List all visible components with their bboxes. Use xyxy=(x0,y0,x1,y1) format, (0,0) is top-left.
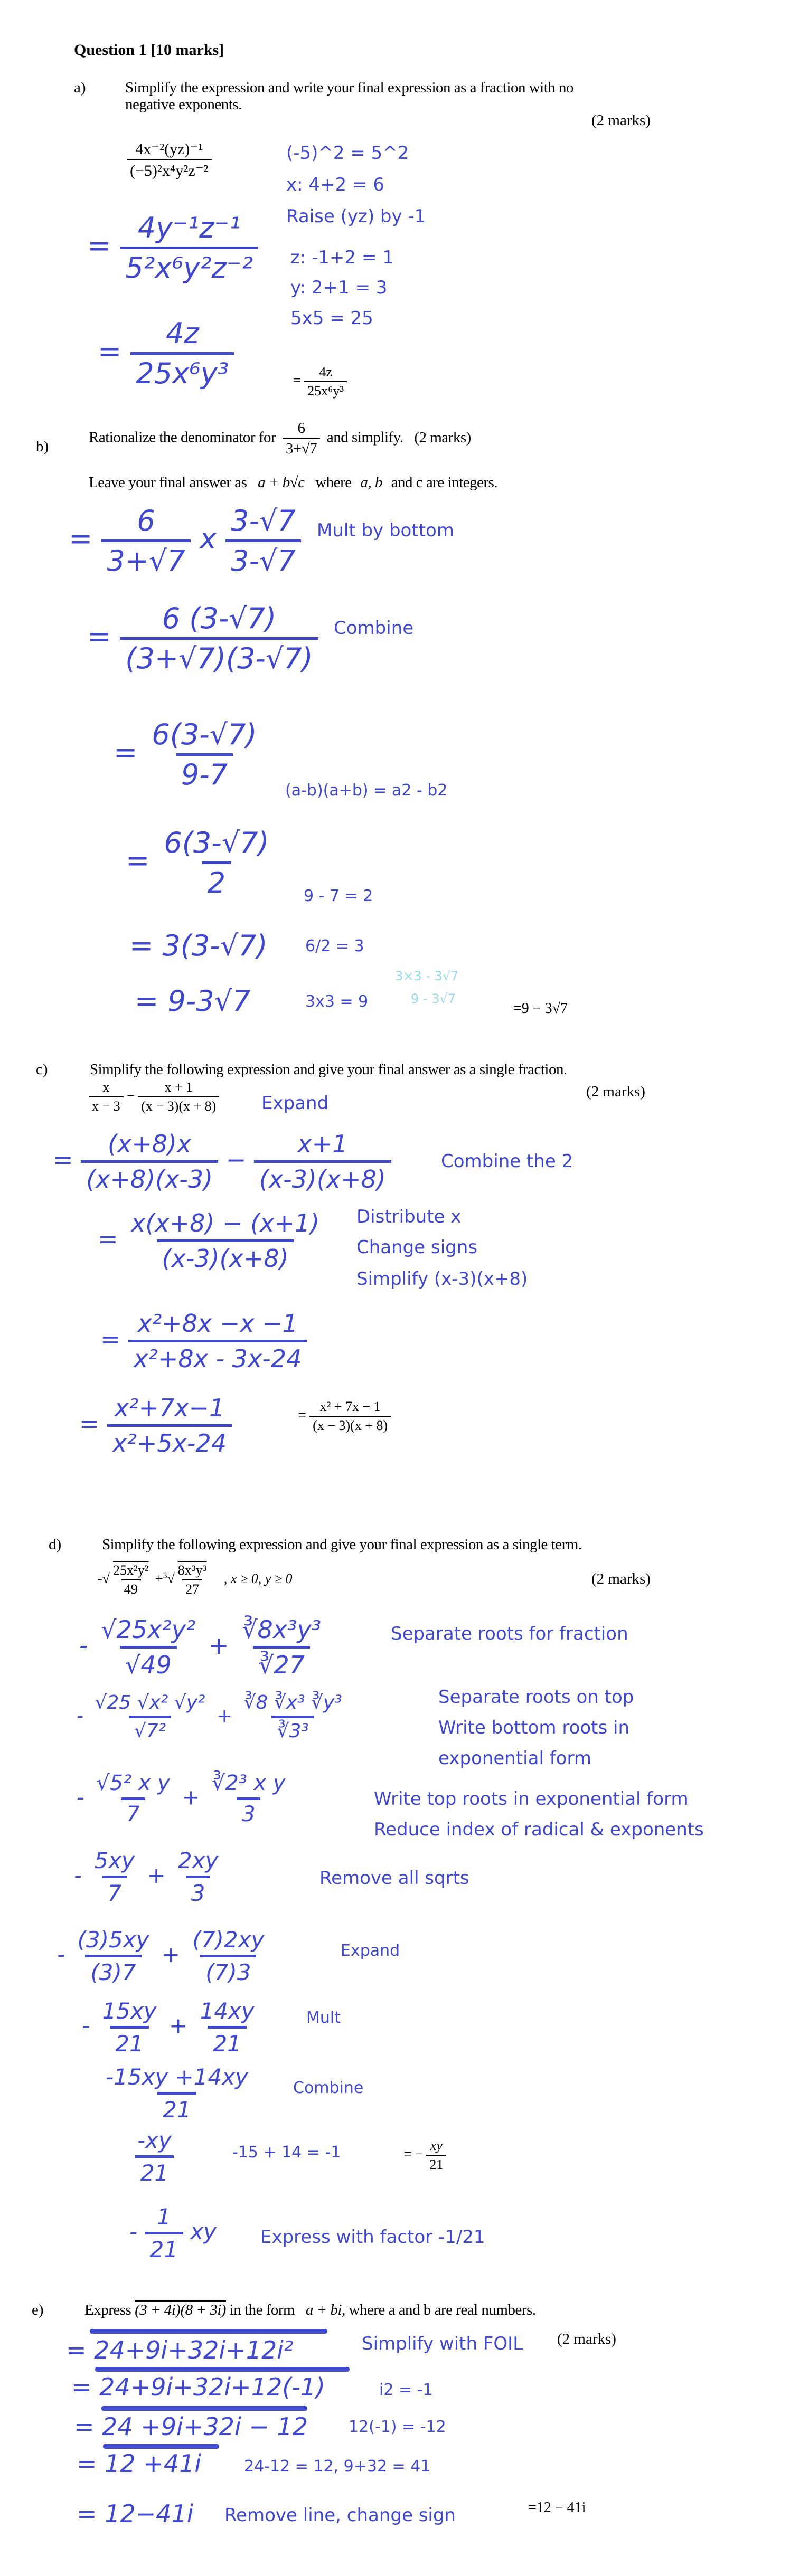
part-e-step-1 xyxy=(66,2336,293,2364)
part-c-step-3 xyxy=(100,1309,307,1373)
part-a-prompt-line1: Simplify the expression and write your final expression as a fraction with no xyxy=(125,79,574,96)
part-b-label: b) xyxy=(36,438,49,455)
prompt-text: , where a and b are real numbers. xyxy=(341,2302,536,2318)
part-a-note-1: (-5)^2 = 5^2 xyxy=(286,143,409,164)
equals-sign: = xyxy=(98,335,122,368)
minus-sign: − xyxy=(225,1145,247,1174)
step-denominator: (3)7 xyxy=(85,1955,141,1985)
expr-numerator: x xyxy=(102,1079,110,1095)
part-c-step-2 xyxy=(98,1209,325,1273)
part-c-note-expand: Expand xyxy=(261,1093,329,1114)
part-c-marks: (2 marks) xyxy=(586,1083,645,1100)
step-numerator: 3-√7 xyxy=(231,504,296,537)
step-denominator: 3 xyxy=(237,1797,260,1826)
times-sign: x xyxy=(199,522,217,556)
part-e-label: e) xyxy=(32,2302,44,2318)
step-numerator: -15xy +14xy xyxy=(106,2064,249,2090)
step-denominator: 21 xyxy=(135,2155,174,2186)
part-b-step-2 xyxy=(87,602,318,675)
part-d-step-7 xyxy=(100,2064,253,2123)
plus-sign: + xyxy=(155,1570,163,1586)
prompt-text: where xyxy=(315,474,352,491)
prompt-text: Express xyxy=(84,2302,131,2318)
part-b-step-4 xyxy=(126,826,275,899)
minus-sign: - xyxy=(129,2219,138,2244)
plus-sign: + xyxy=(216,1705,233,1727)
sqrt-icon: √ xyxy=(167,1570,175,1586)
expr-numerator: x + 1 xyxy=(164,1079,193,1095)
part-c-note-change-signs: Change signs xyxy=(356,1237,477,1258)
equals-sign: = xyxy=(69,522,93,556)
step-numerator: 4y⁻¹z⁻¹ xyxy=(137,211,241,244)
part-d-note-4: exponential form xyxy=(438,1748,591,1769)
step-denominator: (x-3)(x+8) xyxy=(254,1160,391,1194)
part-e-note-3: 12(-1) = -12 xyxy=(349,2418,446,2436)
step-numerator: √25 √x² √y² xyxy=(95,1692,205,1713)
expr-numerator: 25x²y² xyxy=(112,1562,149,1578)
step-denominator: 3 xyxy=(186,1876,211,1906)
conjugate-bar xyxy=(90,2329,327,2334)
answer-numerator: 4z xyxy=(319,364,332,380)
step-denominator: 3-√7 xyxy=(225,539,301,577)
part-c-note-simplify: Simplify (x-3)(x+8) xyxy=(356,1268,528,1290)
part-c-step-4 xyxy=(79,1394,232,1457)
answer-denominator: (x − 3)(x + 8) xyxy=(309,1416,391,1434)
minus-sign: − xyxy=(127,1087,135,1103)
step-numerator: 6 (3-√7) xyxy=(162,602,277,635)
minus-sign: - xyxy=(98,1570,102,1586)
part-e-note-4: 24-12 = 12, 9+32 = 41 xyxy=(244,2457,431,2476)
step-denominator: 7 xyxy=(102,1876,127,1906)
prompt-frac-numerator: 6 xyxy=(297,420,305,437)
step-numerator: (3)5xy xyxy=(77,1927,149,1953)
minus-sign: - xyxy=(77,1705,83,1727)
minus-sign: - xyxy=(79,1631,88,1660)
root-index: 3 xyxy=(163,1571,167,1580)
part-b-scratch-line1: 3×3 - 3√7 xyxy=(395,969,459,983)
part-d-label: d) xyxy=(49,1536,62,1553)
expr-denominator: x − 3 xyxy=(89,1096,124,1114)
step-denominator: 5²x⁶y²z⁻² xyxy=(120,247,258,285)
prompt-form: a + bi xyxy=(305,2302,342,2318)
step-numerator: (x+8)x xyxy=(108,1130,192,1158)
step-denominator: (3+√7)(3-√7) xyxy=(120,637,318,675)
part-a-note-5: y: 2+1 = 3 xyxy=(290,277,388,298)
step-numerator: -xy xyxy=(137,2127,172,2153)
part-b-step-6 xyxy=(135,984,250,1018)
part-d-note-12: Express with factor -1/21 xyxy=(260,2227,485,2248)
part-b-scratch-line2: 9 - 3√7 xyxy=(411,991,456,1006)
prompt-form: a + b√c xyxy=(258,474,305,491)
plus-sign: + xyxy=(182,1785,200,1810)
part-b-prompt-line2 xyxy=(89,474,497,491)
equals-minus-sign: = − xyxy=(404,2146,423,2162)
part-c-step-1 xyxy=(53,1130,391,1194)
step-numerator: √5² x y xyxy=(96,1771,170,1795)
part-d-note-1: Separate roots for fraction xyxy=(391,1623,628,1644)
part-a-step-1 xyxy=(87,211,258,285)
step-denominator: 21 xyxy=(110,2026,148,2057)
step-expression: 9-3√7 xyxy=(167,984,251,1018)
step-denominator: (x-3)(x+8) xyxy=(157,1239,294,1273)
minus-sign: - xyxy=(74,1862,82,1888)
step-expression: 24 +9i+32i − 12 xyxy=(102,2412,308,2441)
equals-sign: = xyxy=(53,1145,73,1174)
part-d-step-4 xyxy=(74,1848,223,1906)
part-d-prompt: Simplify the following expression and give your final expression as a single term. xyxy=(102,1536,582,1553)
step-denominator: √7² xyxy=(129,1716,171,1742)
part-d-note-10: Combine xyxy=(293,2079,364,2097)
prompt-text: and c are integers. xyxy=(391,474,498,491)
step-numerator: 14xy xyxy=(200,1998,255,2024)
step-numerator: ∛2³ x y xyxy=(211,1771,286,1795)
prompt-text: in the form xyxy=(229,2302,295,2318)
part-b-answer: =9 − 3√7 xyxy=(513,1000,568,1017)
domain-condition: , x ≥ 0, y ≥ 0 xyxy=(223,1570,293,1586)
expr-denominator: (x − 3)(x + 8) xyxy=(138,1096,219,1114)
prompt-expression: (3 + 4i)(8 + 3i) xyxy=(135,2302,226,2318)
plus-sign: + xyxy=(161,1942,181,1967)
expr-denominator: 27 xyxy=(182,1579,202,1597)
step-numerator: x+1 xyxy=(297,1130,348,1158)
part-e-note-2: i2 = -1 xyxy=(379,2381,433,2399)
conjugate-bar xyxy=(103,2444,219,2449)
part-b-marks: (2 marks) xyxy=(414,429,471,446)
part-e-step-2 xyxy=(71,2373,325,2401)
equals-sign: = xyxy=(77,2499,97,2528)
part-a-label: a) xyxy=(74,79,86,96)
step-expression: 12 +41i xyxy=(105,2449,202,2478)
step-denominator: (x+8)(x-3) xyxy=(81,1160,218,1194)
part-d-note-5: Write top roots in exponential form xyxy=(374,1788,689,1810)
step-numerator: ∛8 ∛x³ ∛y³ xyxy=(243,1692,342,1713)
part-d-note-3: Write bottom roots in xyxy=(438,1717,630,1738)
step-numerator: x²+8x −x −1 xyxy=(137,1309,298,1338)
part-d-note-8: Expand xyxy=(341,1942,400,1960)
part-d-step-3 xyxy=(77,1771,291,1826)
part-e-note-5: Remove line, change sign xyxy=(224,2505,456,2526)
step-numerator: 4z xyxy=(166,317,199,350)
step-expression: 24+9i+32i+12i² xyxy=(94,2336,294,2364)
step-denominator: √49 xyxy=(120,1646,177,1679)
part-d-answer xyxy=(404,2138,446,2173)
answer-numerator: x² + 7x − 1 xyxy=(319,1399,381,1414)
part-b-step-1 xyxy=(69,504,301,577)
part-e-step-5 xyxy=(77,2499,194,2528)
step-expression: 12−41i xyxy=(105,2499,194,2528)
question-title: Question 1 [10 marks] xyxy=(74,41,224,59)
equals-sign: = xyxy=(66,2336,87,2364)
part-b-prompt-line1 xyxy=(89,420,471,458)
part-c-answer xyxy=(298,1399,391,1434)
part-d-note-9: Mult xyxy=(306,2009,341,2027)
part-d-note-2: Separate roots on top xyxy=(438,1687,634,1708)
answer-numerator: xy xyxy=(430,2138,443,2153)
equals-sign: = xyxy=(79,1409,100,1438)
part-e-step-4 xyxy=(77,2449,201,2478)
part-b-note-3: (a-b)(a+b) = a2 - b2 xyxy=(285,781,448,800)
part-b-note-6: 3x3 = 9 xyxy=(305,992,369,1011)
minus-sign: - xyxy=(57,1942,65,1967)
part-e-marks: (2 marks) xyxy=(557,2331,616,2347)
conjugate-bar xyxy=(95,2367,350,2372)
part-b-note-5: 6/2 = 3 xyxy=(305,937,364,955)
part-a-expr-denominator: (−5)²x⁴y²z⁻² xyxy=(127,159,212,180)
part-d-step-8 xyxy=(132,2127,177,2186)
part-a-prompt-line2: negative exponents. xyxy=(125,96,242,113)
equals-sign: = xyxy=(135,984,159,1018)
step-numerator: √25x²y² xyxy=(101,1615,196,1644)
part-c-note-combine: Combine the 2 xyxy=(441,1151,573,1172)
step-denominator: 7 xyxy=(121,1797,145,1826)
step-numerator: ∛8x³y³ xyxy=(242,1615,322,1644)
step-denominator: 2 xyxy=(202,861,231,899)
step-denominator: 21 xyxy=(145,2232,183,2262)
equals-sign: = xyxy=(126,844,150,878)
plus-sign: + xyxy=(169,2013,188,2039)
equals-sign: = xyxy=(87,620,111,654)
conjugate-bar xyxy=(101,2406,307,2411)
prompt-vars: a, b xyxy=(360,474,382,491)
part-a-note-2: x: 4+2 = 6 xyxy=(286,174,384,195)
prompt-text: and simplify. xyxy=(326,429,403,446)
equals-sign: = xyxy=(100,1325,121,1353)
part-b-note-2: Combine xyxy=(334,618,414,639)
expr-denominator: 49 xyxy=(121,1579,141,1597)
part-d-step-6 xyxy=(82,1998,260,2057)
equals-sign: = xyxy=(298,1407,306,1423)
part-d-marks: (2 marks) xyxy=(591,1570,651,1587)
part-c-label: c) xyxy=(36,1061,48,1078)
plus-sign: + xyxy=(209,1631,229,1660)
minus-sign: - xyxy=(82,2013,90,2039)
equals-sign: = xyxy=(77,2449,97,2478)
part-c-expression xyxy=(89,1079,219,1114)
part-b-note-4: 9 - 7 = 2 xyxy=(304,887,373,905)
part-b-note-1: Mult by bottom xyxy=(317,520,454,541)
step-numerator: x(x+8) − (x+1) xyxy=(131,1209,320,1237)
part-a-note-3: Raise (yz) by -1 xyxy=(286,206,426,227)
part-d-expression xyxy=(98,1562,293,1597)
step-denominator: 9-7 xyxy=(176,753,233,791)
part-d-note-6: Reduce index of radical & exponents xyxy=(374,1819,704,1840)
equals-sign: = xyxy=(129,929,154,962)
step-numerator: 6(3-√7) xyxy=(152,718,257,751)
step-denominator: 25x⁶y³ xyxy=(130,352,234,390)
part-b-step-5 xyxy=(129,929,268,962)
equals-sign: = xyxy=(74,2412,95,2441)
equals-sign: = xyxy=(71,2373,92,2401)
equals-sign: = xyxy=(98,1225,118,1253)
equals-sign: = xyxy=(87,229,111,263)
step-denominator: 3+√7 xyxy=(101,539,190,577)
expr-numerator: 8x³y³ xyxy=(177,1562,207,1578)
plus-sign: + xyxy=(147,1862,166,1888)
part-e-note-1: Simplify with FOIL xyxy=(362,2333,523,2354)
part-d-note-11: -15 + 14 = -1 xyxy=(232,2143,341,2162)
part-d-note-7: Remove all sqrts xyxy=(319,1868,469,1889)
equals-sign: = xyxy=(293,372,301,388)
part-a-note-4: z: -1+2 = 1 xyxy=(290,247,394,268)
part-d-step-1 xyxy=(79,1615,326,1679)
part-c-prompt: Simplify the following expression and give your final answer as a single fraction. xyxy=(90,1061,567,1078)
step-denominator: 21 xyxy=(208,2026,246,2057)
prompt-text: Leave your final answer as xyxy=(89,474,247,491)
part-a-marks: (2 marks) xyxy=(591,112,651,129)
part-a-answer xyxy=(293,364,347,399)
equals-sign: = xyxy=(114,736,138,770)
part-e-prompt xyxy=(84,2302,536,2319)
step-denominator: x²+8x - 3x-24 xyxy=(128,1340,307,1373)
step-numerator: 15xy xyxy=(102,1998,157,2024)
part-d-step-2 xyxy=(77,1692,347,1742)
step-expression: 3(3-√7) xyxy=(162,929,268,962)
step-numerator: 6(3-√7) xyxy=(164,826,269,859)
prompt-frac-denominator: 3+√7 xyxy=(283,438,320,458)
step-expression: 24+9i+32i+12(-1) xyxy=(99,2373,325,2401)
step-numerator: 5xy xyxy=(94,1848,135,1873)
step-numerator: 2xy xyxy=(177,1848,219,1873)
answer-denominator: 25x⁶y³ xyxy=(304,381,347,399)
step-suffix: xy xyxy=(190,2219,217,2244)
part-d-step-9 xyxy=(129,2204,217,2262)
step-denominator: 21 xyxy=(157,2092,196,2123)
part-d-step-5 xyxy=(57,1927,269,1985)
step-denominator: ∛27 xyxy=(253,1646,310,1679)
part-a-expression xyxy=(127,140,212,180)
part-e-answer: =12 − 41i xyxy=(528,2499,586,2516)
part-b-step-3 xyxy=(114,718,262,791)
part-c-note-distribute: Distribute x xyxy=(356,1206,462,1227)
minus-sign: - xyxy=(77,1785,84,1810)
step-numerator: (7)2xy xyxy=(192,1927,265,1953)
part-a-step-2 xyxy=(98,317,234,390)
sqrt-icon: √ xyxy=(102,1570,110,1586)
step-numerator: x²+7x−1 xyxy=(114,1394,225,1422)
step-numerator: 1 xyxy=(156,2204,171,2230)
part-a-expr-numerator: 4x⁻²(yz)⁻¹ xyxy=(135,140,203,158)
step-denominator: ∛3³ xyxy=(271,1716,314,1742)
step-numerator: 6 xyxy=(137,504,155,537)
part-e-step-3 xyxy=(74,2412,308,2441)
step-denominator: x²+5x-24 xyxy=(107,1424,232,1457)
prompt-text: Rationalize the denominator for xyxy=(89,429,276,446)
answer-denominator: 21 xyxy=(426,2155,446,2173)
part-a-note-6: 5x5 = 25 xyxy=(290,308,373,329)
step-denominator: (7)3 xyxy=(200,1955,256,1985)
